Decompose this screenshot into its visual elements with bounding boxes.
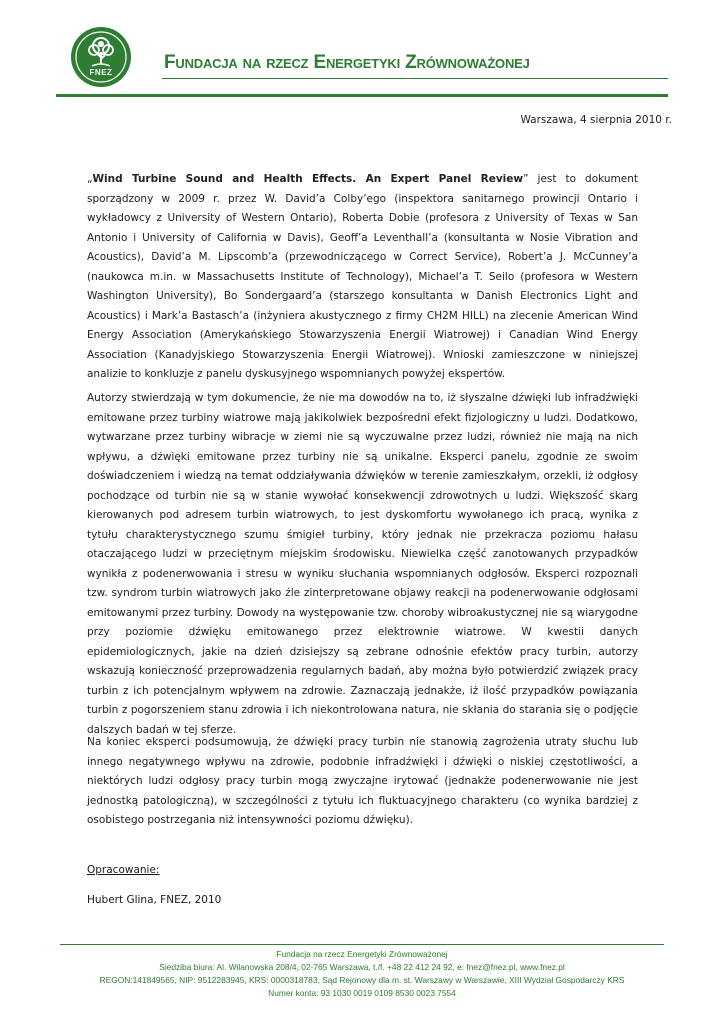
footer-bank-account: Numer konta: 93 1030 0019 0109 8530 0023 7554 <box>268 988 456 998</box>
footer-org-name: Fundacja na rzecz Energetyki Zrównoważonej <box>276 949 448 959</box>
logo-text: FNEZ <box>89 68 113 77</box>
tree-logo-icon <box>70 26 132 88</box>
footer-divider <box>60 944 664 945</box>
document-date: Warszawa, 4 sierpnia 2010 r. <box>520 114 672 126</box>
open-quote: „ <box>87 173 93 185</box>
footer <box>40 948 684 1000</box>
title-underline <box>162 78 668 79</box>
paragraph-findings: Autorzy stwierdzają w tym dokumencie, że nie ma dowodów na to, iż słyszalne dźwięki lub infradźwięki emitowane przez turbiny wiatrowe mają jakikolwiek bezpośredni efekt fizjologiczny u ludzi. Dodatkowo, wytwarzane przez turbiny wibracje w ziemi nie są wyczuwalne przez ludzi, również nie mają na nich wpływu, a dźwięki emitowane przez turbiny nie są unikalne. Eksperci panelu, zgodnie ze swoim doświadczeniem i wiedzą na temat oddziaływania dźwięków w terenie zamieszkałym, orzekli, iż odgłosy pochodzące od turbin nie są w stanie wywołać konsekwencji zdrowotnych u ludzi. Większość skarg kierowanych pod adresem turbin wiatrowych, to jest dyskomfortu wywołanego ich pracą, wynika z tytułu charakterystycznego szumu śmigieł turbiny, który jednak nie przekracza poziomu hałasu otaczającego ludzi w przeciętnym miejskim środowisku. Niewielka część zanotowanych przypadków wynikła z podenerwowania i stresu w wyniku słuchania wspomnianych odgłosów. Eksperci rozpoznali tzw. syndrom turbin wiatrowych jako źle zinterpretowane objawy reakcji na podenerwowanie odgłosami emitowanymi przez turbiny. Dowody na występowanie tzw. choroby wibroakustycznej nie są wiarygodne przy poziomie dźwięku emitowanego przez elektrownie wiatrowe. W kwestii danych epidemiologicznych, jakie na dzień dzisiejszy są zebrane odnośnie efektów pracy turbin, autorzy wskazują konieczność przeprowadzenia regularnych badań, aby można było potwierdzić związek pracy turbin z ich potencjalnym wpływem na zdrowie. Zaznaczają jednakże, iż ilość przypadków powiązania turbin z pogorszeniem stanu zdrowia i ich niekontrolowana natura, nie skłania do starania się o podjęcie dalszych badań w tej sferze. <box>87 392 638 736</box>
paragraph-intro <box>87 170 638 385</box>
signature-label: Opracowanie: <box>87 864 160 876</box>
paragraph-conclusion: Na koniec eksperci podsumowują, że dźwięki pracy turbin nie stanowią zagrożenia utraty słuchu lub innego negatywnego wpływu na zdrowie, podobnie infradźwięki i dźwięki o niskiej częstotliwości, a niektórych ludzi odgłosy pracy turbin mogą zwyczajne irytować (jednakże podenerwowanie nie jest jednostką patologiczną), w szczególności z tytułu ich fluktuacyjnego charakteru (co wynika bardziej z osobistego postrzegania niż intensywności poziomu dźwięku). <box>87 736 638 826</box>
signature-name: Hubert Glina, FNEZ, 2010 <box>87 894 222 906</box>
fnez-logo <box>70 26 132 88</box>
paragraph-intro-text: ” jest to dokument sporządzony w 2009 r. przez W. David’a Colby’ego (inspektora sanitarnego prowincji Ontario i wykładowcy z University of Western Ontario), Roberta Dobie (profesora z University of Texas w San Antonio i University of California w Davis), Geoff’a Leventhall’a (konsultanta w Nosie Vibration and Acoustics), David’a M. Lipscomb’a (przewodniczącego w Correct Service), Robert’a J. McCunney’a (naukowca m.in. w Massachusetts Institute of Technology), Michael’a T. Seilo (profesora w Western Washington University), Bo Sondergaard’a (starszego konsultanta w Danish Electronics Light and Acoustics) i Mark’a Bastasch’a (inżyniera akustycznego z firmy CH2M HILL) na zlecenie American Wind Energy Association (Amerykańskiego Stowarzyszenia Energii Wiatrowej) i Canadian Wind Energy Association (Kanadyjskiego Stowarzyszenia Energii Wiatrowej). Wnioski zamieszczone w niniejszej analizie to konkluzje z panelu dyskusyjnego wspomnianych powyżej ekspertów. <box>87 173 638 380</box>
header-divider <box>56 94 668 97</box>
organization-title: Fundacja na rzecz Energetyki Zrównoważonej <box>164 52 530 73</box>
report-title: Wind Turbine Sound and Health Effects. An Expert Panel Review <box>92 173 524 185</box>
footer-address: Siedziba biura: Al. Wilanowska 208/4, 02-765 Warszawa, t./f. +48 22 412 24 92, e: fnez@fnez.pl, www.fnez.pl <box>159 962 565 972</box>
footer-registration: REGON:141849565, NIP: 9512283945, KRS: 0000318783, Sąd Rejonowy dla m. st. Warszawy w Warszawie, XIII Wydział Gospodarczy KRS <box>99 975 625 985</box>
